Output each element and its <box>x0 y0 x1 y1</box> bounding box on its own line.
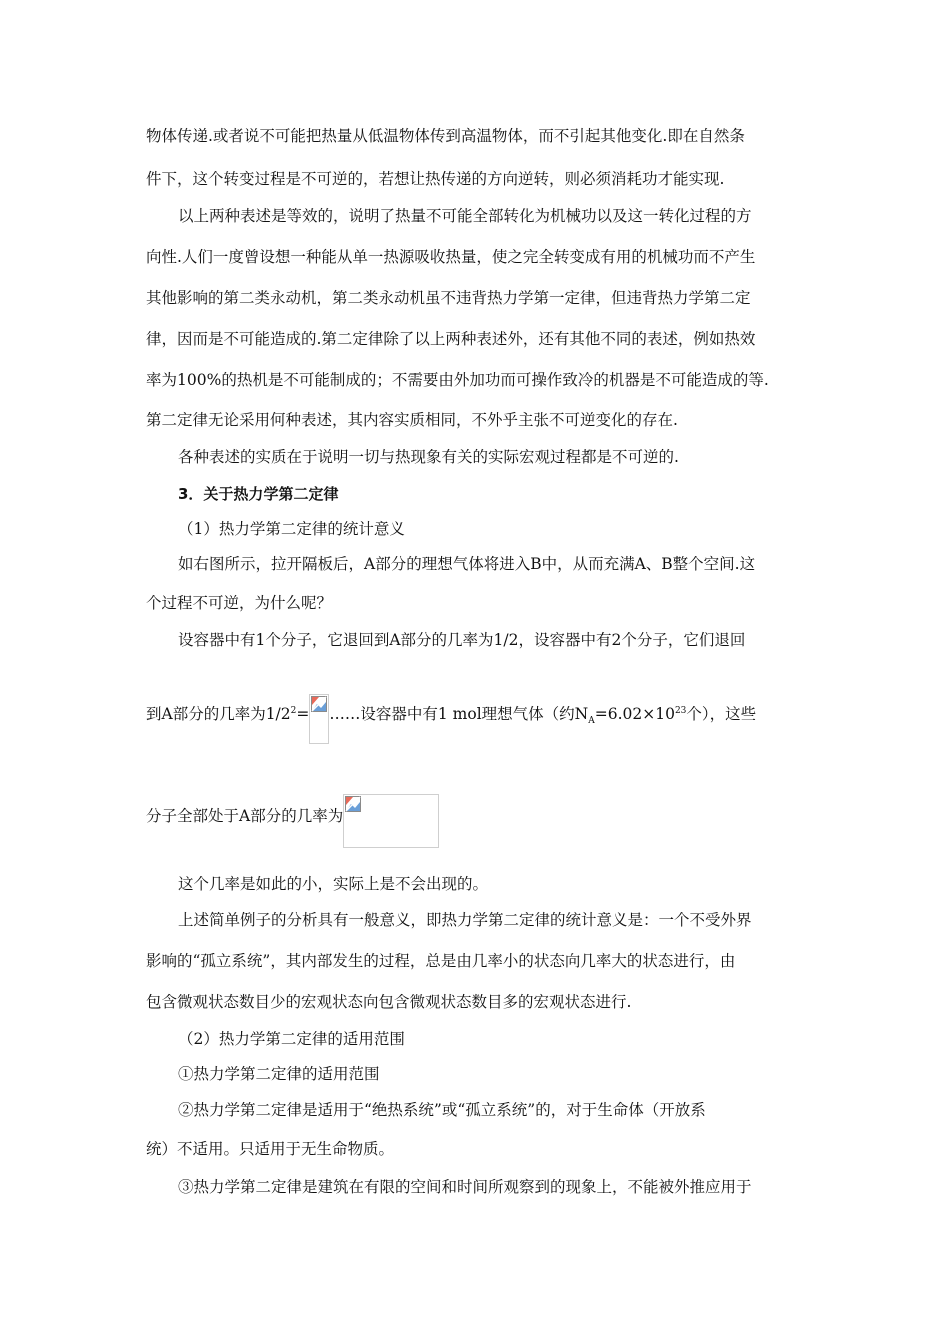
paragraph-line: 物体传递.或者说不可能把热量从低温物体传到高温物体，而不引起其他变化.即在自然条 <box>146 127 745 145</box>
subsection-heading: （1）热力学第二定律的统计意义 <box>178 520 405 538</box>
list-item: ②热力学第二定律是适用于“绝热系统”或“孤立系统”的，对于生命体（开放系 <box>178 1101 706 1119</box>
formula-image <box>343 794 439 848</box>
paragraph-line: 设容器中有1个分子，它退回到A部分的几率为1/2，设容器中有2个分子，它们退回 <box>178 631 746 649</box>
paragraph-line: 个过程不可逆，为什么呢？ <box>146 594 333 612</box>
formula-text: 到A部分的几率为1/2 <box>146 705 291 723</box>
formula-line <box>146 704 812 744</box>
broken-image-icon <box>311 696 327 712</box>
paragraph-line: 包含微观状态数目少的宏观状态向包含微观状态数目多的宏观状态进行. <box>146 993 632 1011</box>
subsection-heading: （2）热力学第二定律的适用范围 <box>178 1030 405 1048</box>
paragraph-line: 各种表述的实质在于说明一切与热现象有关的实际宏观过程都是不可逆的. <box>178 448 679 466</box>
paragraph-line: 上述简单例子的分析具有一般意义，即热力学第二定律的统计意义是：一个不受外界 <box>178 911 752 929</box>
paragraph-line: 律，因而是不可能造成的.第二定律除了以上两种表述外，还有其他不同的表述，例如热效 <box>146 330 756 348</box>
list-item-continuation: 统）不适用。只适用于无生命物质。 <box>146 1140 395 1158</box>
formula-text: = <box>296 705 310 723</box>
paragraph-line: 率为100%的热机是不可能制成的；不需要由外加功而可操作致冷的机器是不可能造成的等. <box>146 371 769 389</box>
paragraph-line: 影响的“孤立系统”，其内部发生的过程，总是由几率小的状态向几率大的状态进行，由 <box>146 952 736 970</box>
formula-subscript: A <box>588 716 595 727</box>
broken-image-icon <box>345 796 361 812</box>
list-item: ③热力学第二定律是建筑在有限的空间和时间所观察到的现象上，不能被外推应用于 <box>178 1178 752 1196</box>
formula-exponent: 2 <box>290 705 297 716</box>
paragraph-line: 第二定律无论采用何种表述，其内容实质相同，不外乎主张不可逆变化的存在. <box>146 411 678 429</box>
formula-exponent: 23 <box>674 705 687 716</box>
paragraph-line: 如右图所示，拉开隔板后，A部分的理想气体将进入B中，从而充满A、B整个空间.这 <box>178 555 756 573</box>
paragraph-line: 其他影响的第二类永动机，第二类永动机虽不违背热力学第一定律，但违背热力学第二定 <box>146 289 751 307</box>
list-item: ①热力学第二定律的适用范围 <box>178 1065 380 1083</box>
paragraph-line: 件下，这个转变过程是不可逆的，若想让热传递的方向逆转，则必须消耗功才能实现. <box>146 170 725 188</box>
formula-text: 分子全部处于A部分的几率为 <box>146 807 344 825</box>
section-heading: 3．关于热力学第二定律 <box>178 485 339 503</box>
formula-text: =6.02×10 <box>594 705 675 723</box>
paragraph-line: 向性.人们一度曾设想一种能从单一热源吸收热量，使之完全转变成有用的机械功而不产生 <box>146 248 756 266</box>
formula-text: ……设容器中有1 mol理想气体（约N <box>329 705 589 723</box>
paragraph-line: 以上两种表述是等效的，说明了热量不可能全部转化为机械功以及这一转化过程的方 <box>178 207 752 225</box>
formula-line <box>146 806 812 848</box>
formula-image <box>309 694 329 744</box>
formula-text: 个），这些 <box>686 705 757 723</box>
paragraph-line: 这个几率是如此的小，实际上是不会出现的。 <box>178 875 489 893</box>
